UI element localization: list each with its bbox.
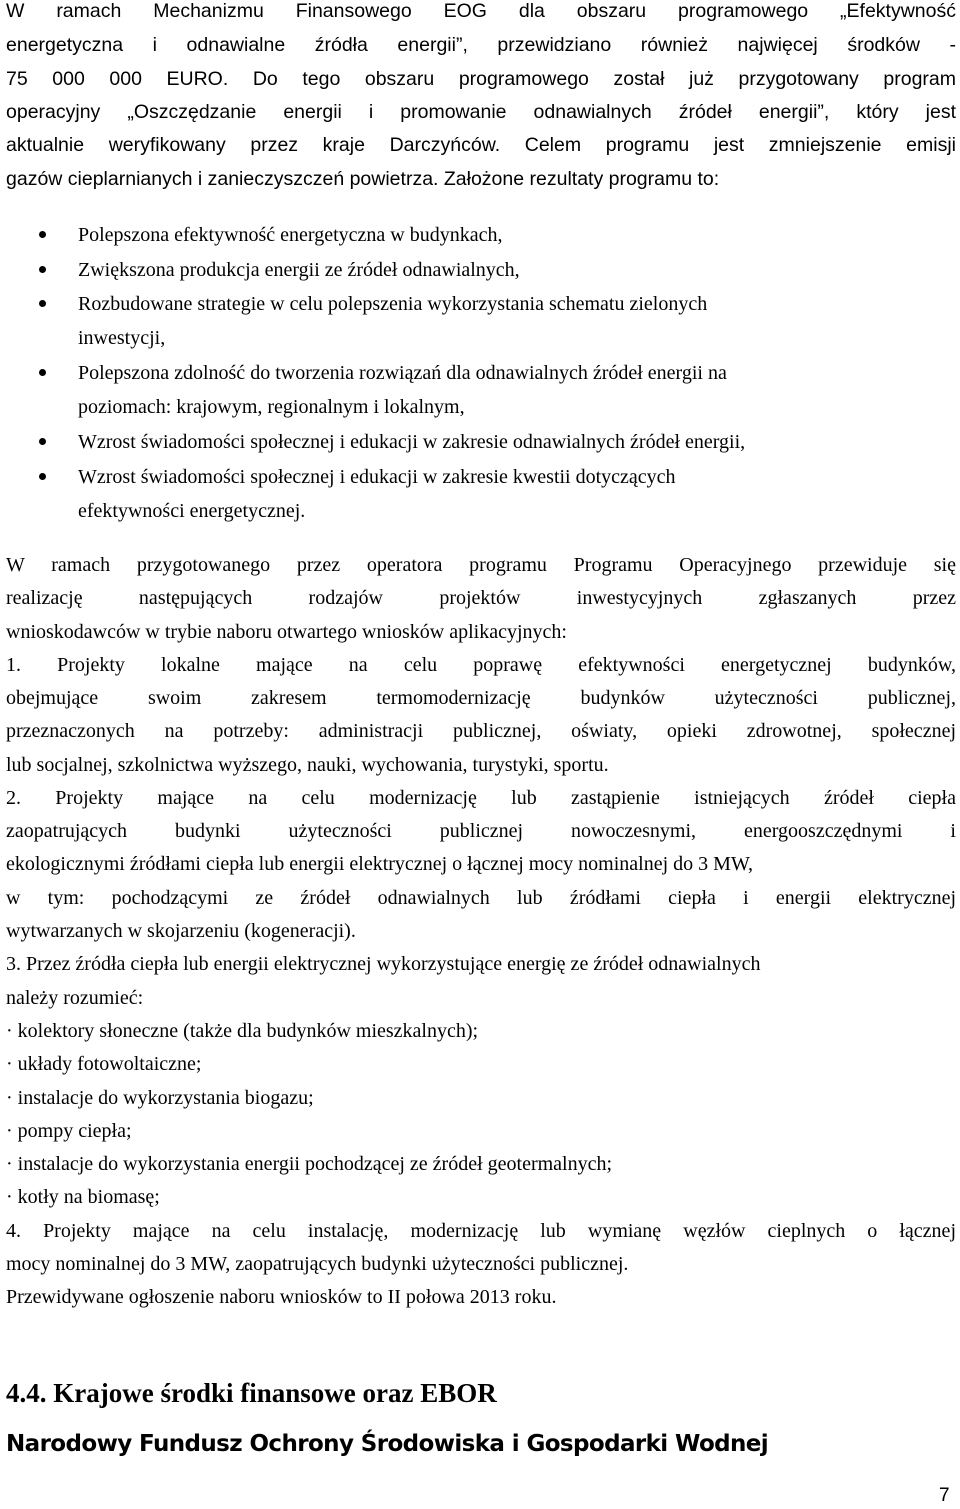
intro-line-3: 75 000 000 EURO. Do tego obszaru programowego został już przygotowany program [6, 68, 956, 90]
intro-line-4: operacyjny „Oszczędzanie energii i promowanie odnawialnych źródeł energii”, który jest [6, 101, 956, 123]
list-item-text: Polepszona zdolność do tworzenia rozwiązań dla odnawialnych źródeł energii na [78, 362, 727, 384]
bullet-icon [39, 231, 46, 238]
project-1-line-2: obejmujące swoim zakresem termomodernizację budynków użyteczności publicznej, [6, 687, 956, 709]
project-3-item-5: · instalacje do wykorzystania energii pochodzącej ze źródeł geotermalnych; [6, 1153, 613, 1175]
intro-line-1: W ramach Mechanizmu Finansowego EOG dla obszaru programowego „Efektywność [6, 0, 956, 22]
bullet-icon [39, 438, 46, 445]
intro-line-6: gazów cieplarnianych i zanieczyszczeń powietrza. Założone rezultaty programu to: [6, 168, 720, 190]
list-item-text: efektywności energetycznej. [78, 500, 306, 522]
list-item-text: Wzrost świadomości społecznej i edukacji w zakresie odnawialnych źródeł energii, [78, 431, 746, 453]
project-1-line-1: 1. Projekty lokalne mające na celu poprawę efektywności energetycznej budynków, [6, 654, 956, 676]
project-3-line-2: należy rozumieć: [6, 987, 144, 1009]
bullet-icon [39, 369, 46, 376]
project-2-line-1: 2. Projekty mające na celu modernizację lub zastąpienie istniejących źródeł ciepła [6, 787, 956, 809]
bullet-icon [39, 473, 46, 480]
announcement-text: Przewidywane ogłoszenie naboru wniosków to II połowa 2013 roku. [6, 1286, 557, 1308]
project-2-line-3: ekologicznymi źródłami ciepła lub energii elektrycznej o łącznej mocy nominalnej do 3 MW, [6, 853, 753, 875]
list-item-text: Polepszona efektywność energetyczna w budynkach, [78, 224, 503, 246]
operator-line-3: wnioskodawców w trybie naboru otwartego wniosków aplikacyjnych: [6, 621, 567, 643]
list-item-text: Zwiększona produkcja energii ze źródeł odnawialnych, [78, 259, 520, 281]
operator-line-1: W ramach przygotowanego przez operatora programu Programu Operacyjnego przewiduje się [6, 554, 956, 576]
bullet-icon [39, 300, 46, 307]
project-3-item-2: · układy fotowoltaiczne; [6, 1053, 202, 1075]
page-number: 7 [939, 1485, 950, 1506]
project-3-line-1: 3. Przez źródła ciepła lub energii elektrycznej wykorzystujące energię ze źródeł odnawialnych [6, 953, 761, 975]
intro-line-5: aktualnie weryfikowany przez kraje Darczyńców. Celem programu jest zmniejszenie emisji [6, 134, 956, 156]
project-4-line-2: mocy nominalnej do 3 MW, zaopatrujących budynki użyteczności publicznej. [6, 1253, 629, 1275]
project-3-item-6: · kotły na biomasę; [6, 1186, 160, 1208]
project-2-line-5: wytwarzanych w skojarzeniu (kogeneracji). [6, 920, 356, 942]
project-3-item-3: · instalacje do wykorzystania biogazu; [6, 1087, 314, 1109]
list-item-text: Rozbudowane strategie w celu polepszenia wykorzystania schematu zielonych [78, 293, 708, 315]
project-3-item-1: · kolektory słoneczne (także dla budynków mieszkalnych); [6, 1020, 479, 1042]
list-item-text: poziomach: krajowym, regionalnym i lokalnym, [78, 396, 465, 418]
project-2-line-4: w tym: pochodzącymi ze źródeł odnawialnych lub źródłami ciepła i energii elektrycznej [6, 887, 956, 909]
list-item-text: Wzrost świadomości społecznej i edukacji w zakresie kwestii dotyczących [78, 466, 676, 488]
list-item-text: inwestycji, [78, 327, 166, 349]
project-2-line-2: zaopatrujących budynki użyteczności publicznej nowoczesnymi, energooszczędnymi i [6, 820, 956, 842]
section-heading: 4.4. Krajowe środki finansowe oraz EBOR [6, 1378, 497, 1408]
intro-line-2: energetyczna i odnawialne źródła energii”, przewidziano również najwięcej środków - [6, 34, 956, 56]
section-subheading: Narodowy Fundusz Ochrony Środowiska i Gospodarki Wodnej [6, 1431, 769, 1457]
project-1-line-4: lub socjalnej, szkolnictwa wyższego, nauki, wychowania, turystyki, sportu. [6, 754, 609, 776]
operator-line-2: realizację następujących rodzajów projektów inwestycyjnych zgłaszanych przez [6, 587, 956, 609]
bullet-icon [39, 266, 46, 273]
project-3-item-4: · pompy ciepła; [6, 1120, 132, 1142]
project-1-line-3: przeznaczonych na potrzeby: administracji publicznej, oświaty, opieki zdrowotnej, społecznej [6, 720, 956, 742]
project-4-line-1: 4. Projekty mające na celu instalację, modernizację lub wymianę węzłów cieplnych o łącznej [6, 1220, 956, 1242]
